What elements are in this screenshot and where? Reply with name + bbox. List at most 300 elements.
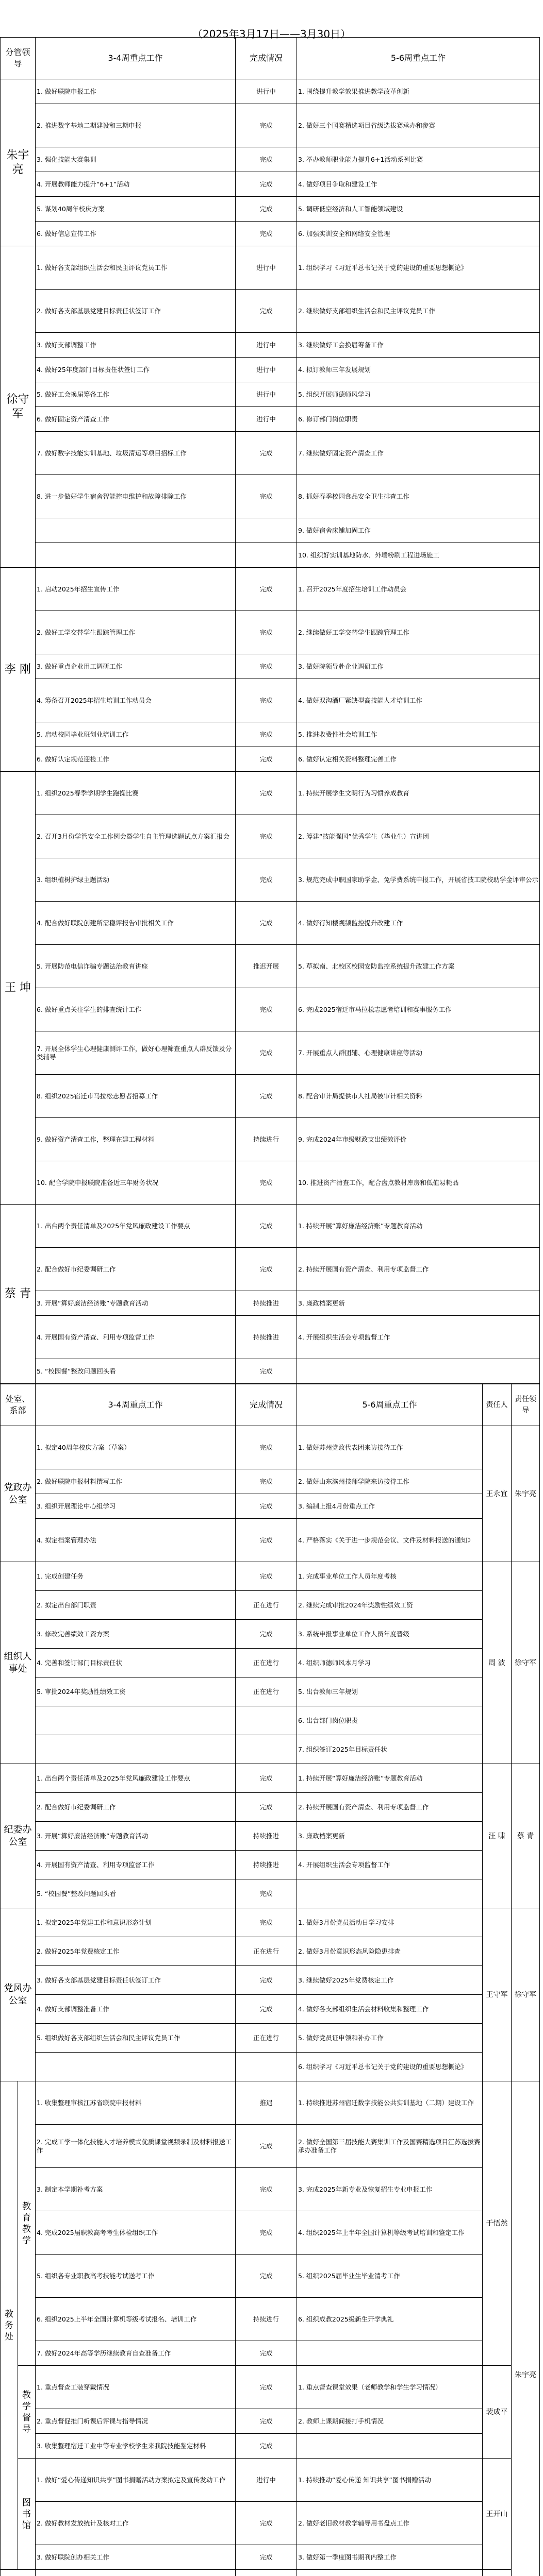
status-cell: 持续推进 [236,1851,297,1879]
header-prev-work: 3-4周重点工作 [36,1384,236,1426]
table-row [1,2168,540,2211]
next-work-cell: 10. 组织好实训基地防水、外墙粉刷工程进场施工 [297,543,540,568]
table-row [1,2459,540,2502]
prev-work-cell: 1. 拟定2025年党建工作和意识形态计划 [36,1908,236,1937]
status-cell: 完成 [236,2168,297,2211]
status-cell: 完成 [236,1793,297,1822]
prev-work-cell: 3. 做好各支部基层党建目标责任状签订工作 [36,1966,236,1995]
status-cell: 完成 [236,222,297,246]
next-work-cell: 2. 筹建“技能强国”优秀学生（毕业生）宣讲团 [297,815,540,858]
prev-work-cell: 1. 启动2025年招生宣传工作 [36,568,236,611]
status-cell: 进行中 [236,407,297,432]
prev-work-cell [36,2053,236,2081]
table-row [1,1706,540,1735]
prev-work-cell: 1. 做好“爱心传递知识共享”图书捐赠活动方案拟定及宣传发动工作 [36,2459,236,2502]
next-work-cell: 10. 推进资产清查工作，配合盘点教材库房和低值易耗品 [297,1161,540,1205]
next-work-cell [297,2570,483,2576]
leader-table-body [1,79,540,1384]
table-row [1,1562,540,1591]
table-row [1,988,540,1031]
next-work-cell: 5. 做好党员证申领和补办工作 [297,2024,483,2053]
prev-work-cell: 7. 开展全体学生心理健康测评工作，做好心理筛查重点人群反馈及分类辅导 [36,1031,236,1075]
status-cell: 完成 [236,679,297,722]
status-cell: 完成 [236,1248,297,1291]
prev-work-cell: 1. 组织2025春季学期学生跑操比赛 [36,772,236,815]
table-row [1,1764,540,1793]
table-row [1,1851,540,1879]
next-work-cell: 3. 规范完成中职国家助学金、免学费系统申报工作，开展省技工院校助学金评审公示 [297,858,540,902]
next-work-cell: 2. 继续做好支部组织生活会和民主评议党员工作 [297,290,540,333]
prev-work-cell: 5. 审批2024年奖励性绩效工资 [36,1677,236,1706]
table-row [1,1908,540,1937]
next-work-cell: 3. 举办教师职业能力提升6+1活动系列比赛 [297,147,540,172]
next-work-cell: 2. 做好山东滨州技师学院来访接待工作 [297,1469,483,1494]
responsible-person: 王守军 [483,1908,512,2081]
status-cell: 完成 [236,147,297,172]
table-row [1,1735,540,1764]
department-name: 纪委办公室 [1,1764,36,1908]
next-work-cell: 6. 组织成教2025级新生开学典礼 [297,2298,483,2341]
status-cell: 完成 [236,104,297,147]
next-work-cell: 6. 加强实训安全和网络安全管理 [297,222,540,246]
status-cell: 完成 [236,2409,297,2434]
prev-work-cell: 2. 完成工学一体化技能人才培养模式优质课堂视频录制及材料报送工作 [36,2125,236,2168]
table-row [1,2409,540,2434]
next-work-cell: 3. 做好第一季度图书期刊内整工作 [297,2545,483,2570]
table-row [1,858,540,902]
next-work-cell: 2. 持续开展国有资产清查、利用专项监督工作 [297,1793,483,1822]
status-cell: 完成 [236,654,297,679]
next-work-cell: 7. 组织签订2025年目标责任状 [297,1735,483,1764]
table-row [1,1469,540,1494]
prev-work-cell: 3. 收集整理宿迁工业中等专业学校学生来我院技能鉴定材料 [36,2434,236,2459]
status-cell: 完成 [236,1908,297,1937]
department-name: 教务处 [1,2081,18,2570]
table-row [1,2545,540,2570]
next-work-cell: 4. 拟订教师三年发展规划 [297,358,540,382]
prev-work-cell: 3. 制定本学期补考方案 [36,2168,236,2211]
next-work-cell: 1. 召开2025年度招生培训工作动员会 [297,568,540,611]
prev-work-cell: 2. 做好各支部基层党建目标责任状签订工作 [36,290,236,333]
prev-work-cell: 3. 修改完善绩效工资方案 [36,1620,236,1649]
department-name [1,2570,36,2576]
prev-work-cell: 2. 召开3月份学管安全工作例会暨学生自主管理选题试点方案汇报会 [36,815,236,858]
prev-work-cell: 5. “校园餐”整改问题回头看 [36,1359,236,1384]
status-cell: 进行中 [236,333,297,358]
next-work-cell: 4. 做好各支部组织生活会材料收集和整理工作 [297,1995,483,2024]
header-status: 完成情况 [236,1384,297,1426]
status-cell: 正在进行 [236,1677,297,1706]
status-cell: 完成 [236,2502,297,2545]
header-next-work: 5-6周重点工作 [297,38,540,79]
table-row [1,945,540,988]
next-work-cell: 2. 教师上课期间接打手机情况 [297,2409,483,2434]
table-row [1,432,540,475]
table-row [1,290,540,333]
next-work-cell: 2. 继续做好工学交替学生跟踪管理工作 [297,611,540,654]
status-cell: 完成 [236,1620,297,1649]
table-row [1,2502,540,2545]
status-cell [236,543,297,568]
next-work-cell: 2. 做好三个国赛精选项目省级选拔赛承办和参赛 [297,104,540,147]
report-period: （2025年3月17日——3月30日） [0,0,543,37]
responsible-person: 周 波 [483,1562,512,1764]
prev-work-cell: 5. 做好工会换届筹备工作 [36,382,236,407]
prev-work-cell: 10. 配合学院申报联院准备近三年财务状况 [36,1161,236,1205]
table-row [1,358,540,382]
responsible-leader: 蔡 青 [512,1764,540,1908]
next-work-cell: 5. 组织2025届毕业生毕业清考工作 [297,2255,483,2298]
department-work-table [0,1384,540,2576]
next-work-cell: 3. 继续做好2025年党费核定工作 [297,1966,483,1995]
header-person: 责任人 [483,1384,512,1426]
next-work-cell: 3. 继续做好工会换届筹备工作 [297,333,540,358]
status-cell: 完成 [236,2545,297,2570]
prev-work-cell: 1. 出台两个责任清单及2025年党风廉政建设工作要点 [36,1205,236,1248]
next-work-cell: 6. 出台部门岗位职责 [297,1706,483,1735]
next-work-cell: 1. 完成事业单位工作人员年度考核 [297,1562,483,1591]
next-work-cell: 3. 编制上报4月份重点工作 [297,1494,483,1519]
status-cell [236,2053,297,2081]
status-cell: 完成 [236,1205,297,1248]
table-row [1,1519,540,1562]
prev-work-cell: 3. 做好支部调整工作 [36,333,236,358]
header-status: 完成情况 [236,38,297,79]
prev-work-cell: 5. 组织做好各支部组织生活会和民主评议党员工作 [36,2024,236,2053]
prev-work-cell: 4. 开展教师能力提升“6+1”活动 [36,172,236,197]
responsible-leader: 徐守军 [512,1908,540,2081]
status-cell: 完成 [236,988,297,1031]
status-cell: 完成 [236,1879,297,1908]
status-cell: 正在进行 [236,2024,297,2053]
next-work-cell: 1. 持续推动“爱心传递 知识共享”图书捐赠活动 [297,2459,483,2502]
status-cell: 完成 [236,2366,297,2409]
table-row [1,1620,540,1649]
status-cell: 完成 [236,475,297,518]
prev-work-cell [36,543,236,568]
table-row [1,1359,540,1384]
sub-department-name: 教育教学 [18,2081,36,2366]
next-work-cell: 1. 围绕提升教学效果推进教学改革创新 [297,79,540,104]
status-cell: 完成 [236,1359,297,1384]
status-cell: 完成 [236,2434,297,2459]
status-cell: 推迟 [236,2081,297,2125]
table-row [1,1291,540,1316]
status-cell: 进行中 [236,358,297,382]
status-cell [236,2570,297,2576]
status-cell [236,1735,297,1764]
prev-work-cell: 3. 做好联院创办相关工作 [36,2545,236,2570]
prev-work-cell [36,1735,236,1764]
next-work-cell: 2. 继续完成审批2024年奖励性绩效工资 [297,1591,483,1620]
table-row [1,772,540,815]
status-cell: 正在进行 [236,1591,297,1620]
next-work-cell: 2. 持续开展国有资产清查、利用专项监督工作 [297,1248,540,1291]
status-cell: 完成 [236,1075,297,1118]
next-work-cell: 7. 继续做好固定资产清查工作 [297,432,540,475]
prev-work-cell: 2. 推进数字基地二期建设和三期申报 [36,104,236,147]
table-row [1,382,540,407]
next-work-cell [297,2341,483,2366]
responsible-person: 裴成平 [483,2366,512,2459]
prev-work-cell: 1. 完成创建任务 [36,1562,236,1591]
status-cell: 完成 [236,1764,297,1793]
department-name: 党风办公室 [1,1908,36,2081]
prev-work-cell [36,2570,236,2576]
responsible-person [483,2570,512,2576]
table-row [1,1205,540,1248]
status-cell: 完成 [236,197,297,222]
next-work-cell: 5. 组织开展师德师风学习 [297,382,540,407]
status-cell: 完成 [236,722,297,747]
table-row [1,1591,540,1620]
prev-work-cell: 2. 配合做好市纪委调研工作 [36,1793,236,1822]
prev-work-cell: 8. 进一步做好学生宿舍智能控电维护和故障排除工作 [36,475,236,518]
next-work-cell: 4. 严格落实《关于进一步规范会议、文件及材料报送的通知》 [297,1519,483,1562]
prev-work-cell: 2. 做好工学交替学生跟踪管理工作 [36,611,236,654]
status-cell: 完成 [236,772,297,815]
responsible-leader: 徐守军 [512,1562,540,1764]
prev-work-cell: 3. 开展“算好廉洁经济账”专题教育活动 [36,1822,236,1851]
status-cell: 完成 [236,2125,297,2168]
prev-work-cell: 1. 收集整理审核江苏省联院申报材料 [36,2081,236,2125]
prev-work-cell: 2. 做好联院申报材料撰写工作 [36,1469,236,1494]
prev-work-cell [36,1706,236,1735]
table-row [1,1494,540,1519]
next-work-cell: 9. 完成2024年市级财政支出绩效评价 [297,1118,540,1161]
table-row [1,679,540,722]
prev-work-cell: 2. 重点督促推门听课后评课与指导情况 [36,2409,236,2434]
status-cell: 完成 [236,1426,297,1469]
next-work-cell: 9. 做好宿舍床铺加固工作 [297,518,540,543]
status-cell: 持续进行 [236,1118,297,1161]
next-work-cell: 6. 做好认定相关资料整理完善工作 [297,747,540,772]
prev-work-cell: 7. 做好数字技能实训基地、垃圾清运等项目招标工作 [36,432,236,475]
status-cell: 完成 [236,1995,297,2024]
table-row [1,2211,540,2255]
leader-name: 蔡 青 [1,1205,36,1384]
prev-work-cell: 9. 做好资产清查工作，整理在建工程材料 [36,1118,236,1161]
header-responsible-leader: 责任领导 [512,1384,540,1426]
table-row [1,2125,540,2168]
header-prev-work: 3-4周重点工作 [36,38,236,79]
table-row [1,543,540,568]
next-work-cell: 1. 持续推进苏州宿迁数字技能公共实训基地（二期）建设工作 [297,2081,483,2125]
prev-work-cell: 6. 组织2025上半年全国计算机等级考试报名、培训工作 [36,2298,236,2341]
prev-work-cell: 3. 做好重点企业用工调研工作 [36,654,236,679]
status-cell: 推迟开展 [236,945,297,988]
status-cell: 完成 [236,1966,297,1995]
next-work-cell: 2. 做好全国第三届技能大赛集训工作及国赛精选项目江苏选拔赛承办准备工作 [297,2125,483,2168]
next-work-cell: 4. 开展组织生活会专项监督工作 [297,1316,540,1359]
prev-work-cell: 2. 配合做好市纪委调研工作 [36,1248,236,1291]
header-leader: 分管领导 [1,38,36,79]
table-row [1,568,540,611]
status-cell: 持续推进 [236,1316,297,1359]
table-row [1,147,540,172]
table-row [1,475,540,518]
prev-work-cell: 6. 做好重点关注学生的排查统计工作 [36,988,236,1031]
prev-work-cell: 2. 做好教材发放统计及核对工作 [36,2502,236,2545]
leader-name: 徐守军 [1,246,36,568]
prev-work-cell: 6. 做好固定资产清查工作 [36,407,236,432]
status-cell: 完成 [236,1519,297,1562]
status-cell: 进行中 [236,246,297,290]
prev-work-cell: 3. 组织植树护绿主题活动 [36,858,236,902]
status-cell: 进行中 [236,79,297,104]
prev-work-cell: 4. 开展国有资产清查、利用专项监督工作 [36,1851,236,1879]
prev-work-cell: 4. 完成2025届职教高考考生体检组织工作 [36,2211,236,2255]
table-row [1,815,540,858]
status-cell: 完成 [236,1031,297,1075]
table-row [1,722,540,747]
table-row [1,1822,540,1851]
prev-work-cell: 5. 启动校园毕业班创业培训工作 [36,722,236,747]
next-work-cell: 4. 组织师德师风本月学习 [297,1649,483,1677]
next-work-cell: 3. 完成2025年新专业及恢复招生专业申报工作 [297,2168,483,2211]
status-cell [236,518,297,543]
next-work-cell: 1. 做好3月份党员活动日学习安排 [297,1908,483,1937]
table-row [1,2570,540,2576]
prev-work-cell: 5. 组织各专业职教高考技能考试送考工作 [36,2255,236,2298]
status-cell: 完成 [236,290,297,333]
table-row [1,1316,540,1359]
status-cell: 完成 [236,2255,297,2298]
status-cell: 完成 [236,2341,297,2366]
table-row [1,611,540,654]
status-cell: 完成 [236,1161,297,1205]
status-cell: 正在进行 [236,1937,297,1966]
table-row [1,1937,540,1966]
status-cell: 完成 [236,2211,297,2255]
next-work-cell: 2. 做好3月份意识形态风险隐患排查 [297,1937,483,1966]
next-work-cell: 5. 调研低空经济和人工智能领域建设 [297,197,540,222]
responsible-leader: 朱宇亮 [512,1426,540,1562]
status-cell [236,1706,297,1735]
table-row [1,2341,540,2366]
prev-work-cell: 3. 开展“算好廉洁经济账”专题教育活动 [36,1291,236,1316]
table-row [1,1677,540,1706]
leader-name: 王 坤 [1,772,36,1205]
department-name: 党政办公室 [1,1426,36,1562]
table-row [1,1426,540,1469]
table-row [1,518,540,543]
next-work-cell: 4. 做好项目争取和建设工作 [297,172,540,197]
next-work-cell: 7. 开展重点人群团辅、心理健康讲座等活动 [297,1031,540,1075]
table-row [1,1248,540,1291]
next-work-cell: 3. 做好院领导赴企业调研工作 [297,654,540,679]
next-work-cell: 2. 做好老旧教材教学辅导用书盘点工作 [297,2502,483,2545]
status-cell: 完成 [236,611,297,654]
table-row [1,1966,540,1995]
table-row [1,902,540,945]
prev-work-cell: 5. “校园餐”整改问题回头看 [36,1879,236,1908]
next-work-cell: 1. 持续开展“算好廉洁经济账”专题教育活动 [297,1764,483,1793]
table-row [1,2434,540,2459]
table-row [1,2255,540,2298]
prev-work-cell: 4. 做好支部调整准备工作 [36,1995,236,2024]
responsible-person: 王永宜 [483,1426,512,1562]
prev-work-cell: 1. 拟定40周年校庆方案（草案） [36,1426,236,1469]
next-work-cell: 3. 廉政档案更新 [297,1291,540,1316]
prev-work-cell: 4. 拟定档案管理办法 [36,1519,236,1562]
next-work-cell: 3. 廉政档案更新 [297,1822,483,1851]
table-row [1,1995,540,2024]
table-row [1,1118,540,1161]
header-dept: 处室、系部 [1,1384,36,1426]
prev-work-cell: 3. 强化技能大赛集训 [36,147,236,172]
status-cell: 完成 [236,568,297,611]
next-work-cell: 6. 修订部门岗位职责 [297,407,540,432]
next-work-cell: 1. 重点督查课堂效果（老师教学和学生学习情况） [297,2366,483,2409]
prev-work-cell: 6. 做好信息宣传工作 [36,222,236,246]
status-cell: 完成 [236,858,297,902]
next-work-cell: 8. 配合审计局提供市人社局被审计相关资料 [297,1075,540,1118]
table-row [1,1031,540,1075]
responsible-leader: 朱宇亮 [512,2081,540,2576]
sub-department-name: 教学督导 [18,2366,36,2459]
table-row [1,1161,540,1205]
prev-work-cell [36,518,236,543]
status-cell: 完成 [236,1494,297,1519]
prev-work-cell: 7. 做好2024年高等学历继续教育自查准备工作 [36,2341,236,2366]
status-cell: 持续推进 [236,1291,297,1316]
status-cell: 完成 [236,1562,297,1591]
table-row [1,197,540,222]
next-work-cell: 6. 完成2025宿迁市马拉松志愿者培训和赛事服务工作 [297,988,540,1031]
next-work-cell: 5. 推进收费性社会培训工作 [297,722,540,747]
table-row [1,747,540,772]
prev-work-cell: 1. 出台两个责任清单及2025年党风廉政建设工作要点 [36,1764,236,1793]
next-work-cell [297,1879,483,1908]
status-cell: 完成 [236,747,297,772]
next-work-cell: 5. 草拟南、北校区校园安防监控系统提升改建工作方案 [297,945,540,988]
next-work-cell: 1. 持续开展“算好廉洁经济账”专题教育活动 [297,1205,540,1248]
prev-work-cell: 2. 拟定出台部门职责 [36,1591,236,1620]
table-row [1,79,540,104]
table-row [1,2081,540,2125]
status-cell: 持续进行 [236,2298,297,2341]
dept-table-body [1,1426,540,2576]
next-work-cell: 4. 做好双沟酒厂紧缺型高技能人才培训工作 [297,679,540,722]
prev-work-cell: 6. 做好认定规范迎检工作 [36,747,236,772]
next-work-cell [297,2434,483,2459]
table-row [1,1075,540,1118]
table-row [1,246,540,290]
prev-work-cell: 4. 完善和签订部门目标责任状 [36,1649,236,1677]
leader-work-table [0,37,540,1384]
status-cell: 进行中 [236,2459,297,2502]
table-row [1,104,540,147]
prev-work-cell: 5. 谋划40周年校庆方案 [36,197,236,222]
table-row [1,654,540,679]
prev-work-cell: 5. 开展防范电信诈骗专题法治教育讲座 [36,945,236,988]
prev-work-cell: 3. 组织开展理论中心组学习 [36,1494,236,1519]
next-work-cell: 8. 抓好春季校园食品安全卫生排查工作 [297,475,540,518]
table-row [1,172,540,197]
next-work-cell: 6. 组织学习《习近平总书记关于党的建设的重要思想概论》 [297,2053,483,2081]
prev-work-cell: 4. 做好25年度部门目标责任状签订工作 [36,358,236,382]
table-row [1,2366,540,2409]
next-work-cell: 1. 持续开展学生文明行为习惯养成教育 [297,772,540,815]
next-work-cell [297,1359,540,1384]
table-row [1,2053,540,2081]
responsible-person: 于悟然 [483,2081,512,2366]
table-row [1,333,540,358]
table-row [1,407,540,432]
prev-work-cell: 4. 开展国有资产清查、利用专项监督工作 [36,1316,236,1359]
table-row [1,2024,540,2053]
